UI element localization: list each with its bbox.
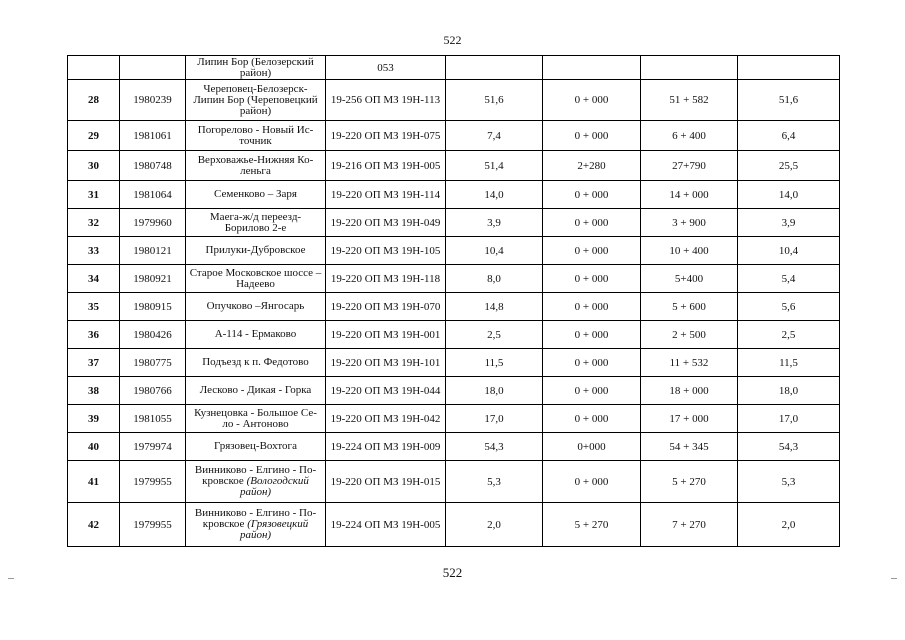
row-number: 32 <box>88 216 99 229</box>
page-number-top: 522 <box>443 33 462 47</box>
row-number-cell <box>68 349 120 377</box>
segment-length-cell <box>738 377 840 405</box>
road-length-cell <box>446 321 543 349</box>
scan-edge-mark-left <box>8 578 14 579</box>
road-length-cell <box>446 377 543 405</box>
road-name-district: (Грязовецкий район) <box>239 518 309 541</box>
road-length-cell <box>446 293 543 321</box>
segment-start: 0 + 000 <box>574 356 609 369</box>
segment-start: 0 + 000 <box>574 300 609 313</box>
road-name: Верховажье-Нижняя Ко-леньга <box>197 153 314 177</box>
road-name-cell <box>186 121 326 151</box>
road-id-cell <box>120 209 186 237</box>
table-row <box>68 209 840 237</box>
row-number: 35 <box>88 300 99 313</box>
segment-start-cell <box>543 151 641 181</box>
segment-length: 17,0 <box>778 412 799 425</box>
segment-end: 51 + 582 <box>669 94 709 106</box>
row-number: 37 <box>88 356 99 369</box>
road-id: 1980915 <box>133 300 172 313</box>
road-code: 19-220 ОП МЗ 19Н-075 <box>330 129 441 142</box>
segment-length-cell <box>738 349 840 377</box>
road-length-cell <box>446 503 543 547</box>
segment-length: 6,4 <box>781 129 796 142</box>
segment-end: 7 + 270 <box>672 518 706 531</box>
road-code: 19-220 ОП МЗ 19Н-044 <box>330 384 441 397</box>
road-length-cell <box>446 56 543 80</box>
segment-start-cell <box>543 461 641 503</box>
road-name: Винниково - Елгино - По-кровское <box>194 507 317 530</box>
segment-end-cell <box>641 181 738 209</box>
road-id: 1981061 <box>133 129 172 142</box>
segment-start: 0 + 000 <box>574 129 609 142</box>
road-id-cell <box>120 461 186 503</box>
table-row <box>68 265 840 293</box>
segment-start-cell <box>543 321 641 349</box>
road-length: 2,0 <box>487 518 501 531</box>
road-length-cell <box>446 237 543 265</box>
row-number-cell <box>68 121 120 151</box>
segment-length: 25,5 <box>778 159 799 172</box>
row-number-cell <box>68 321 120 349</box>
row-number: 38 <box>88 384 99 397</box>
road-length: 54,3 <box>484 440 504 453</box>
road-name: Семенково – Заря <box>214 188 297 200</box>
table-row <box>68 405 840 433</box>
segment-start-cell <box>543 121 641 151</box>
scan-edge-mark-right <box>891 578 897 579</box>
segment-length: 5,4 <box>781 272 796 285</box>
segment-start: 0 + 000 <box>574 475 609 488</box>
table-row <box>68 461 840 503</box>
segment-length: 5,3 <box>781 475 796 488</box>
table-row <box>68 433 840 461</box>
table-row <box>68 237 840 265</box>
road-length-cell <box>446 151 543 181</box>
row-number: 41 <box>88 475 99 488</box>
segment-end: 5 + 600 <box>672 300 706 313</box>
road-name-cell <box>186 80 326 121</box>
road-name-cell <box>186 181 326 209</box>
segment-length-cell <box>738 293 840 321</box>
segment-length-cell <box>738 56 840 80</box>
road-id: 1979955 <box>133 475 172 488</box>
segment-end: 5+400 <box>674 272 704 285</box>
segment-end: 10 + 400 <box>669 244 709 257</box>
road-name: А-114 - Ермаково <box>214 328 297 340</box>
segment-end: 14 + 000 <box>669 188 709 201</box>
road-name-cell <box>186 377 326 405</box>
segment-end: 6 + 400 <box>672 129 706 142</box>
segment-start: 0 + 000 <box>574 216 609 229</box>
road-code: 053 <box>377 61 394 74</box>
road-id-cell <box>120 80 186 121</box>
road-length: 14,8 <box>484 300 504 313</box>
road-id-cell <box>120 377 186 405</box>
road-length: 7,4 <box>487 129 501 142</box>
segment-length-cell <box>738 151 840 181</box>
segment-start: 0+000 <box>577 440 606 453</box>
row-number-cell <box>68 237 120 265</box>
segment-start-cell <box>543 405 641 433</box>
segment-start: 0 + 000 <box>574 384 609 397</box>
segment-end-cell <box>641 121 738 151</box>
road-length: 18,0 <box>484 384 504 397</box>
road-name-cell <box>186 293 326 321</box>
road-name: Подъезд к п. Федотово <box>202 356 309 368</box>
segment-start-cell <box>543 265 641 293</box>
row-number-cell <box>68 433 120 461</box>
segment-length: 54,3 <box>778 440 799 453</box>
road-code-cell <box>326 503 446 547</box>
row-number: 39 <box>88 412 99 425</box>
segment-length: 2,5 <box>781 328 796 341</box>
table-row <box>68 56 840 80</box>
road-length-cell <box>446 121 543 151</box>
segment-end: 27+790 <box>672 159 706 172</box>
road-name: Винниково - Елгино - По-кровское <box>194 464 317 487</box>
segment-length-cell <box>738 181 840 209</box>
road-length-cell <box>446 349 543 377</box>
segment-end-cell <box>641 265 738 293</box>
row-number-cell <box>68 293 120 321</box>
segment-start-cell <box>543 293 641 321</box>
road-id: 1979955 <box>133 518 172 531</box>
segment-length: 2,0 <box>781 518 796 531</box>
segment-length-cell <box>738 209 840 237</box>
segment-length: 51,6 <box>778 94 799 106</box>
segment-end-cell <box>641 209 738 237</box>
road-id: 1980775 <box>133 356 172 369</box>
table-row <box>68 151 840 181</box>
table-row <box>68 121 840 151</box>
segment-end: 54 + 345 <box>669 440 709 453</box>
road-length: 10,4 <box>484 244 504 257</box>
segment-end-cell <box>641 237 738 265</box>
road-name: Липин Бор (Белозерский район) <box>197 55 314 79</box>
segment-end-cell <box>641 321 738 349</box>
road-id: 1981064 <box>133 188 172 201</box>
road-code: 19-220 ОП МЗ 19Н-105 <box>330 244 441 257</box>
road-name-cell <box>186 265 326 293</box>
segment-start-cell <box>543 209 641 237</box>
road-name-cell <box>186 405 326 433</box>
road-length-cell <box>446 209 543 237</box>
road-id-cell <box>120 56 186 80</box>
road-length-cell <box>446 433 543 461</box>
road-code-cell <box>326 461 446 503</box>
road-id-cell <box>120 265 186 293</box>
segment-end: 11 + 532 <box>669 356 709 369</box>
row-number: 34 <box>88 272 99 285</box>
road-code-cell <box>326 433 446 461</box>
segment-end: 2 + 500 <box>672 328 706 341</box>
road-code: 19-220 ОП МЗ 19Н-114 <box>330 188 441 201</box>
road-code-cell <box>326 209 446 237</box>
road-id-cell <box>120 237 186 265</box>
road-id: 1980121 <box>133 244 172 257</box>
road-name: Грязовец-Вохтога <box>214 440 297 452</box>
table-row <box>68 321 840 349</box>
segment-start: 0 + 000 <box>574 412 609 425</box>
road-name: Маега-ж/д переезд-Борилово 2-е <box>209 210 302 234</box>
table-row <box>68 349 840 377</box>
segment-end-cell <box>641 293 738 321</box>
road-name-cell <box>186 461 326 503</box>
road-id: 1980921 <box>133 272 172 285</box>
segment-length: 18,0 <box>778 384 799 397</box>
road-name-cell <box>186 433 326 461</box>
segment-length-cell <box>738 237 840 265</box>
segment-end-cell <box>641 80 738 121</box>
segment-start-cell <box>543 80 641 121</box>
page-number-bottom: 522 <box>442 565 463 580</box>
road-length: 5,3 <box>487 475 501 488</box>
road-length: 3,9 <box>487 216 501 229</box>
segment-length-cell <box>738 503 840 547</box>
road-name: Старое Московское шоссе – Надеево <box>189 266 322 290</box>
road-code-cell <box>326 80 446 121</box>
segment-start-cell <box>543 349 641 377</box>
segment-end-cell <box>641 56 738 80</box>
road-code-cell <box>326 377 446 405</box>
road-length-cell <box>446 405 543 433</box>
road-length: 11,5 <box>484 356 504 369</box>
segment-start-cell <box>543 181 641 209</box>
road-id-cell <box>120 121 186 151</box>
road-id: 1980748 <box>133 159 172 172</box>
row-number-cell <box>68 56 120 80</box>
road-code: 19-256 ОП МЗ 19Н-113 <box>330 94 441 106</box>
segment-end-cell <box>641 377 738 405</box>
segment-end: 5 + 270 <box>672 475 706 488</box>
table-row <box>68 503 840 547</box>
road-code-cell <box>326 349 446 377</box>
road-code: 19-220 ОП МЗ 19Н-015 <box>330 475 441 488</box>
road-name-cell <box>186 56 326 80</box>
road-code: 19-220 ОП МЗ 19Н-101 <box>330 356 441 369</box>
row-number: 36 <box>88 328 99 341</box>
table-row <box>68 80 840 121</box>
segment-start: 0 + 000 <box>574 94 609 106</box>
row-number-cell <box>68 181 120 209</box>
road-name: Череповец-Белозерск-Липин Бор (Череповецкий район) <box>193 82 318 117</box>
road-code: 19-220 ОП МЗ 19Н-070 <box>330 300 441 313</box>
table-body <box>68 56 840 547</box>
road-name-cell <box>186 503 326 547</box>
road-id: 1980766 <box>133 384 172 397</box>
segment-length-cell <box>738 461 840 503</box>
row-number: 40 <box>88 440 99 453</box>
road-id: 1981055 <box>133 412 172 425</box>
road-id: 1980239 <box>133 94 172 106</box>
road-code-cell <box>326 181 446 209</box>
road-length: 14,0 <box>484 188 504 201</box>
road-length: 51,6 <box>484 94 504 106</box>
row-number: 42 <box>88 518 99 531</box>
row-number: 31 <box>88 188 99 201</box>
road-code-cell <box>326 151 446 181</box>
road-id: 1980426 <box>133 328 172 341</box>
table-row <box>68 377 840 405</box>
road-code: 19-224 ОП МЗ 19Н-009 <box>330 440 441 453</box>
segment-end-cell <box>641 405 738 433</box>
road-id-cell <box>120 321 186 349</box>
road-name: Кузнецовка - Большое Се-ло - Антоново <box>194 406 317 430</box>
road-name-district: (Вологодский район) <box>239 475 309 498</box>
road-length: 17,0 <box>484 412 504 425</box>
segment-length: 5,6 <box>781 300 796 313</box>
road-id-cell <box>120 181 186 209</box>
road-code: 19-220 ОП МЗ 19Н-001 <box>330 328 441 341</box>
road-code-cell <box>326 237 446 265</box>
road-code-cell <box>326 293 446 321</box>
row-number-cell <box>68 80 120 121</box>
road-id-cell <box>120 151 186 181</box>
row-number-cell <box>68 503 120 547</box>
segment-end-cell <box>641 461 738 503</box>
segment-start-cell <box>543 433 641 461</box>
road-code-cell <box>326 56 446 80</box>
road-length: 8,0 <box>487 272 501 285</box>
row-number-cell <box>68 405 120 433</box>
segment-length-cell <box>738 433 840 461</box>
segment-end-cell <box>641 433 738 461</box>
row-number: 28 <box>88 94 99 106</box>
row-number-cell <box>68 151 120 181</box>
road-id: 1979974 <box>133 440 172 453</box>
road-code-cell <box>326 121 446 151</box>
row-number: 29 <box>88 129 99 142</box>
road-length: 51,4 <box>484 159 504 172</box>
road-length-cell <box>446 461 543 503</box>
road-code-cell <box>326 405 446 433</box>
segment-length-cell <box>738 321 840 349</box>
road-code: 19-220 ОП МЗ 19Н-118 <box>330 272 441 285</box>
road-id-cell <box>120 293 186 321</box>
segment-start-cell <box>543 237 641 265</box>
road-name: Прилуки-Дубровское <box>205 244 306 256</box>
segment-end: 17 + 000 <box>669 412 709 425</box>
row-number-cell <box>68 461 120 503</box>
road-name: Погорелово - Новый Ис-точник <box>197 123 314 147</box>
segment-end-cell <box>641 349 738 377</box>
road-name: Опучково –Янгосарь <box>206 300 305 312</box>
road-name-cell <box>186 237 326 265</box>
road-id-cell <box>120 433 186 461</box>
segment-length-cell <box>738 405 840 433</box>
road-length-cell <box>446 80 543 121</box>
road-id-cell <box>120 349 186 377</box>
table-row <box>68 181 840 209</box>
road-code: 19-216 ОП МЗ 19Н-005 <box>330 159 441 172</box>
row-number: 33 <box>88 244 99 257</box>
roads-table <box>67 55 840 547</box>
road-id: 1979960 <box>133 216 172 229</box>
segment-length: 3,9 <box>781 216 796 229</box>
segment-length: 14,0 <box>778 188 799 201</box>
segment-length: 10,4 <box>778 244 799 257</box>
road-code: 19-224 ОП МЗ 19Н-005 <box>330 518 441 531</box>
segment-start-cell <box>543 377 641 405</box>
segment-length-cell <box>738 265 840 293</box>
segment-start: 0 + 000 <box>574 188 609 201</box>
segment-start-cell <box>543 56 641 80</box>
segment-end: 18 + 000 <box>669 384 709 397</box>
road-length-cell <box>446 181 543 209</box>
road-name-cell <box>186 321 326 349</box>
segment-start: 2+280 <box>577 159 606 172</box>
row-number-cell <box>68 209 120 237</box>
road-id-cell <box>120 405 186 433</box>
row-number-cell <box>68 377 120 405</box>
segment-length: 11,5 <box>779 356 798 369</box>
road-length: 2,5 <box>487 328 501 341</box>
road-length-cell <box>446 265 543 293</box>
segment-start: 5 + 270 <box>574 518 609 531</box>
row-number-cell <box>68 265 120 293</box>
road-name-cell <box>186 349 326 377</box>
segment-end: 3 + 900 <box>672 216 706 229</box>
segment-start: 0 + 000 <box>574 244 609 257</box>
segment-end-cell <box>641 151 738 181</box>
segment-start-cell <box>543 503 641 547</box>
segment-start: 0 + 000 <box>574 328 609 341</box>
segment-length-cell <box>738 80 840 121</box>
segment-start: 0 + 000 <box>574 272 609 285</box>
segment-length-cell <box>738 121 840 151</box>
road-name-cell <box>186 151 326 181</box>
road-code-cell <box>326 265 446 293</box>
segment-end-cell <box>641 503 738 547</box>
road-name-cell <box>186 209 326 237</box>
table-row <box>68 293 840 321</box>
road-id-cell <box>120 503 186 547</box>
road-code-cell <box>326 321 446 349</box>
road-name: Лесково - Дикая - Горка <box>199 384 312 396</box>
road-code: 19-220 ОП МЗ 19Н-049 <box>330 216 441 229</box>
row-number: 30 <box>88 159 99 172</box>
road-code: 19-220 ОП МЗ 19Н-042 <box>330 412 441 425</box>
